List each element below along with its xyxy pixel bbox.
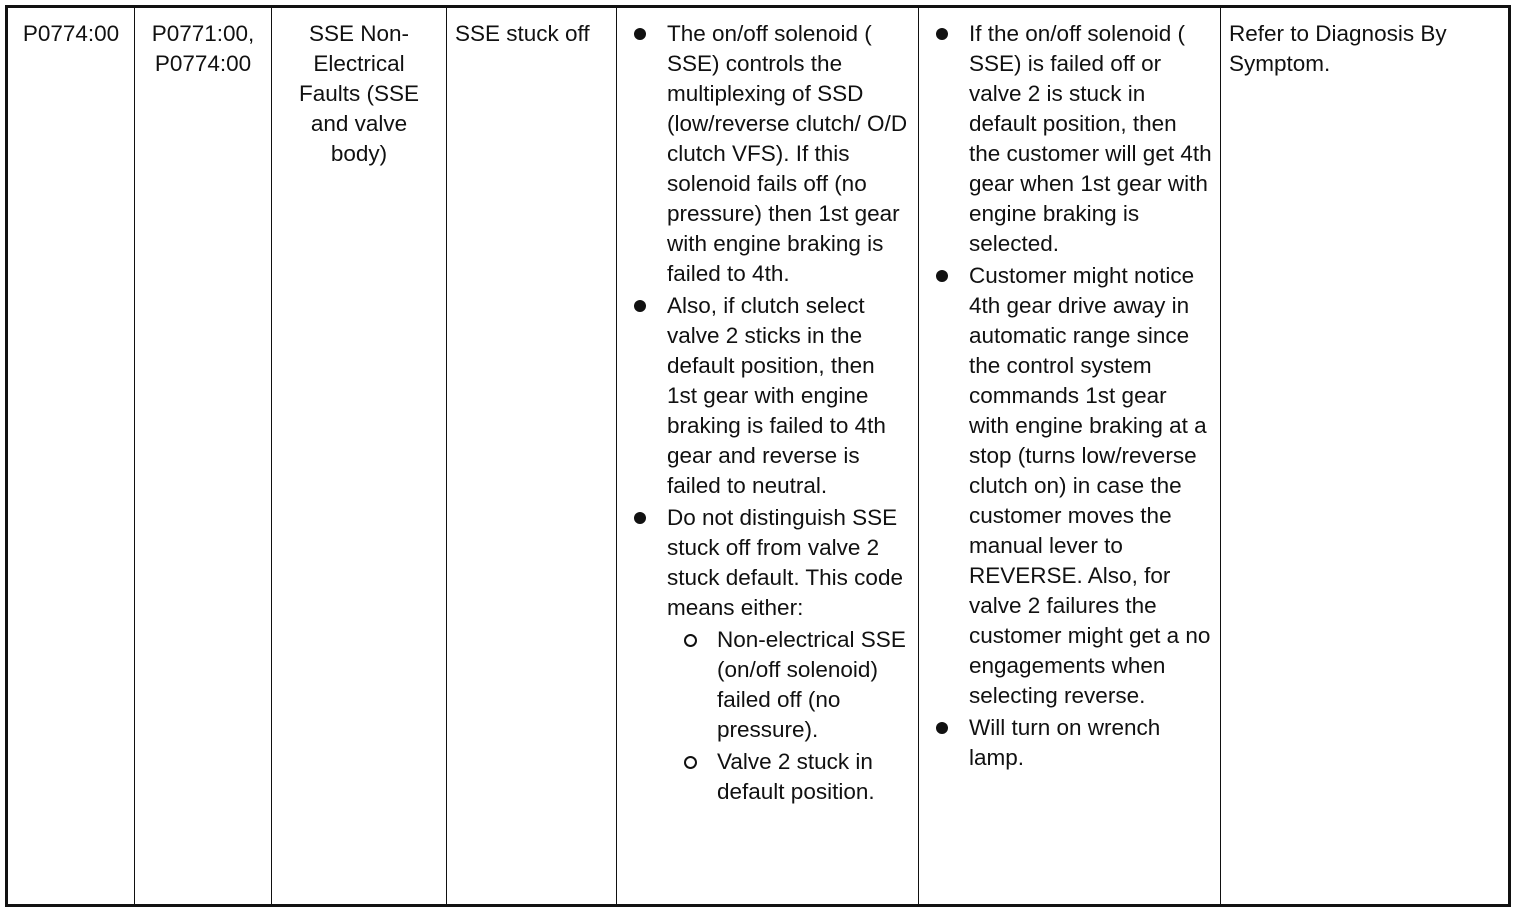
list-item: The on/off solenoid ( SSE) controls the multiplexing of SSD (low/reverse clutch/ O/D clutch VFS). If this solenoid fails off (no pressure) then 1st gear with engine braking is failed to 4th.: [617, 19, 910, 289]
fault-cell: SSE stuck off: [447, 7, 617, 906]
list-item: If the on/off solenoid ( SSE) is failed off or valve 2 is stuck in default position, then the customer will get 4th gear when 1st gear with engine braking is selected.: [919, 19, 1212, 259]
action-cell: Refer to Diagnosis By Symptom.: [1221, 7, 1510, 906]
table-row: [7, 7, 1510, 906]
dtc-cell: P0774:00: [7, 7, 135, 906]
symptoms-cell: [919, 7, 1221, 906]
description-cell: SSE Non-Electrical Faults (SSE and valve body): [272, 7, 447, 906]
list-item: [617, 503, 910, 807]
sub-list-item: Non-electrical SSE (on/off solenoid) failed off (no pressure).: [667, 625, 910, 745]
list-item: Will turn on wrench lamp.: [919, 713, 1212, 773]
dtc-table: [5, 5, 1511, 907]
list-item-text: Do not distinguish SSE stuck off from valve 2 stuck default. This code means either:: [667, 505, 903, 620]
list-item: Also, if clutch select valve 2 sticks in the default position, then 1st gear with engine braking is failed to 4th gear and reverse is failed to neutral.: [617, 291, 910, 501]
symptoms-list: [919, 19, 1212, 773]
related-dtcs-cell: P0771:00, P0774:00: [135, 7, 272, 906]
conditions-cell: [617, 7, 919, 906]
list-item: Customer might notice 4th gear drive away in automatic range since the control system commands 1st gear with engine braking at a stop (turns low/reverse clutch on) in case the customer moves the manual lever to REVERSE. Also, for valve 2 failures the customer might get a no engagements when selecting reverse.: [919, 261, 1212, 711]
sub-list-item: Valve 2 stuck in default position.: [667, 747, 910, 807]
conditions-sub-list: [667, 625, 910, 807]
conditions-list: [617, 19, 910, 807]
